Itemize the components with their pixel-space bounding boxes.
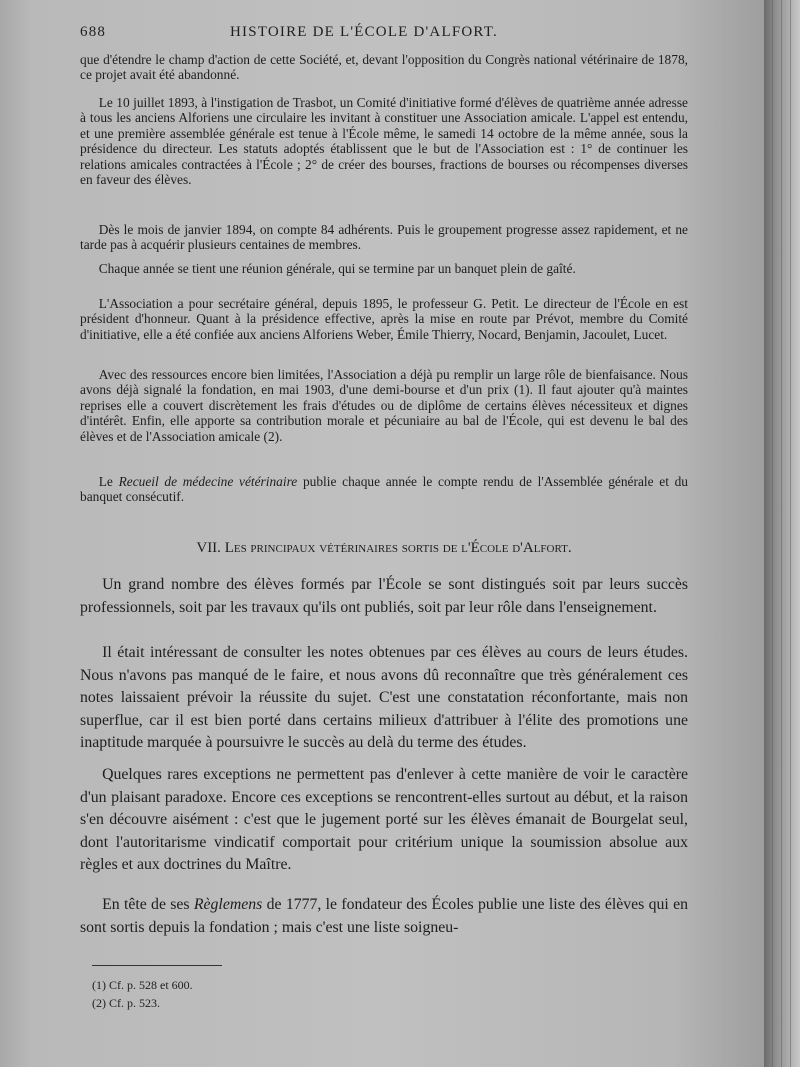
footnote-divider: [92, 965, 222, 966]
paragraph-recueil: [80, 474, 688, 505]
section-number: VII.: [196, 540, 221, 556]
reglemens-suffix: de 1777, le fondateur des Écoles publie une liste des élèves qui en sont sortis depuis la fondation ; mais c'est une liste soigneu-: [80, 896, 688, 936]
footnote-1: (1) Cf. p. 528 et 600.: [92, 978, 193, 992]
page-edge-line: [772, 0, 773, 1067]
recueil-prefix: Le: [98, 474, 119, 489]
paragraph-reunion: Chaque année se tient une réunion générale, qui se termine par un banquet plein de gaîté.: [98, 261, 576, 276]
book-page-edge: [764, 0, 800, 1067]
paragraph-adherents: Dès le mois de janvier 1894, on compte 84 adhérents. Puis le groupement progresse assez rapidement, et ne tarde pas à acquérir plusieurs centaines de membres.: [80, 222, 688, 253]
reglemens-title: Règlemens: [193, 896, 263, 913]
section-title: Les principaux vétérinaires sortis de l'École d'Alfort.: [224, 540, 572, 556]
section-heading: [80, 540, 688, 557]
paragraph-comite: Le 10 juillet 1893, à l'instigation de Trasbot, un Comité d'initiative formé d'élèves de quatrième année adresse à tous les anciens Alforiens une circulaire les invitant à constituer une Association amicale. L'appel est entendu, et une première assemblée générale est tenue à l'École même, le samedi 14 octobre de la même année, sous la présidence du directeur. Les statuts adoptés établissent que le but de l'Association est : 1° de continuer les relations amicales contractées à l'École ; 2° de créer des bourses, fractions de bourses ou récompenses diverses en faveur des élèves.: [80, 95, 688, 188]
paragraph-society: que d'étendre le champ d'action de cette Société, et, devant l'opposition du Congrès national vétérinaire de 1878, ce projet avait été abandonné.: [80, 52, 688, 83]
recueil-suffix: publie chaque année le compte rendu de l'Assemblée générale et du banquet consécutif.: [80, 474, 689, 505]
reglemens-prefix: En tête de ses: [102, 896, 194, 913]
paragraph-notes: Il était intéressant de consulter les notes obtenues par ces élèves au cours de leurs études. Nous n'avons pas manqué de le faire, et nous avons dû reconnaître que très généralement ces notes laissaient prévoir la réussite du sujet. C'est une constatation réconfortante, mais non superflue, car il est bien porté dans certains milieux d'attribuer à l'élite des promotions une inaptitude marquée à poursuivre le succès au delà du terme des études.: [80, 644, 688, 752]
paragraph-eleves: Un grand nombre des élèves formés par l'École se sont distingués soit par leurs succès professionnels, soit par les travaux qu'ils ont publiés, soit par leur rôle dans l'enseignement.: [80, 576, 688, 616]
recueil-title: Recueil de médecine vétérinaire: [118, 474, 298, 489]
page-number: 688: [80, 24, 107, 40]
paragraph-exceptions: Quelques rares exceptions ne permettent pas d'enlever à cette manière de voir le caractère d'un plaisant paradoxe. Encore ces exceptions se rencontrent-elles surtout au début, et la raison s'en découvre aisément : c'est que le jugement porté sur les élèves émanait de Bourgelat seul, dont l'autoritarisme vindicatif comportait pour critérium unique la soumission absolue aux règles et aux doctrines du Maître.: [80, 766, 688, 874]
paragraph-bienfaisance: Avec des ressources encore bien limitées, l'Association a déjà pu remplir un large rôle de bienfaisance. Nous avons déjà signalé la fondation, en mai 1903, d'une demi-bourse et d'un prix (1). Il faut ajouter qu'à maintes reprises elle a couvert discrètement les frais d'études ou de diplôme de certains élèves nécessiteux et dignes d'intérêt. Enfin, elle apporte sa contribution morale et pécuniaire au bal de l'École, qui est devenu le bal des élèves et de l'Association amicale (2).: [80, 367, 688, 444]
paragraph-reglemens: [80, 894, 688, 939]
page-edge-line: [781, 0, 782, 1067]
paragraph-secretaire: L'Association a pour secrétaire général, depuis 1895, le professeur G. Petit. Le directeur de l'École en est président d'honneur. Quant à la présidence effective, après la mise en route par Prévot, membre du Comité d'initiative, elle a été confiée aux anciens Alforiens Weber, Émile Thierry, Nocard, Benjamin, Jacoulet, Lucet.: [80, 296, 688, 342]
running-title: HISTOIRE DE L'ÉCOLE D'ALFORT.: [230, 24, 498, 40]
page-edge-line: [790, 0, 791, 1067]
footnote-2: (2) Cf. p. 523.: [92, 996, 160, 1010]
